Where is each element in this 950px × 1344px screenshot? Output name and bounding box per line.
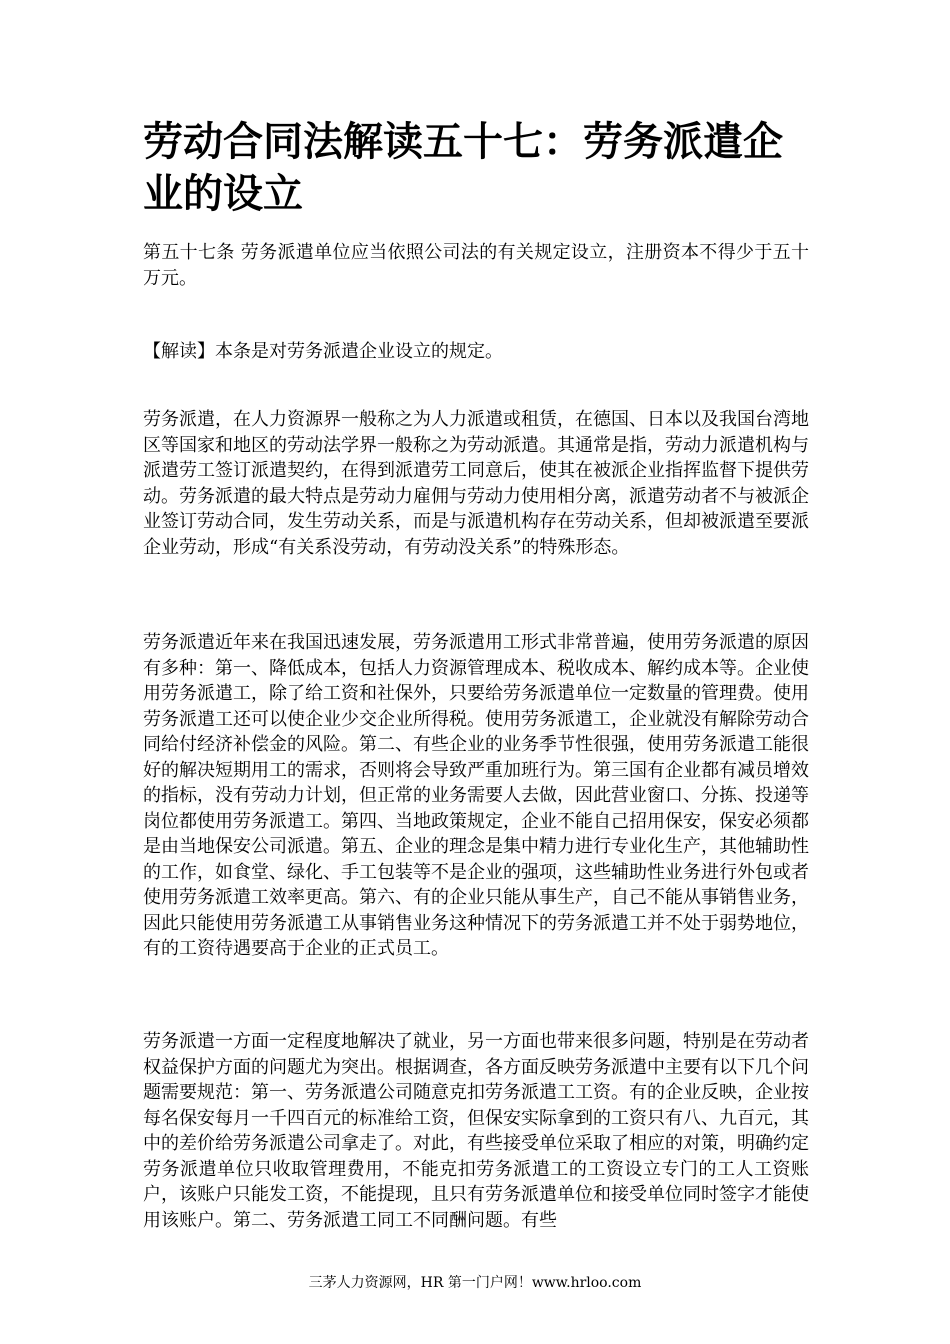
page-footer: 三茅人力资源网，HR 第一门户网！www.hrloo.com bbox=[308, 1275, 642, 1291]
body-paragraph: 劳务派遣一方面一定程度地解决了就业，另一方面也带来很多问题，特别是在劳动者权益保护方面的问题尤为突出。根据调查，各方面反映劳务派遣中主要有以下几个问题需要规范：第一、劳务派遣公司随意克扣劳务派遣工工资。有的企业反映，企业按每名保安每月一千四百元的标准给工资，但保安实际拿到的工资只有八、九百元，其中的差价给劳务派遣公司拿走了。对此，有些接受单位采取了相应的对策，明确约定劳务派遣单位只收取管理费用，不能克扣劳务派遣工的工资设立专门的工人工资账户，该账户只能发工资，不能提现，且只有劳务派遣单位和接受单位同时签字才能使用该账户。第二、劳务派遣工同工不同酬问题。有些 bbox=[143, 1031, 809, 1231]
body-paragraph: 劳务派遣，在人力资源界一般称之为人力派遣或租赁，在德国、日本以及我国台湾地区等国家和地区的劳动法学界一般称之为劳动派遣。其通常是指，劳动力派遣机构与派遣劳工签订派遣契约，在得到派遣劳工同意后，使其在被派企业指挥监督下提供劳动。劳务派遣的最大特点是劳动力雇佣与劳动力使用相分离，派遣劳动者不与被派企业签订劳动合同，发生劳动关系，而是与派遣机构存在劳动关系，但却被派遣至要派企业劳动，形成“有关系没劳动，有劳动没关系”的特殊形态。 bbox=[143, 409, 809, 558]
interpretation-intro-paragraph: 【解读】本条是对劳务派遣企业设立的规定。 bbox=[143, 341, 503, 362]
body-paragraph: 劳务派遣近年来在我国迅速发展，劳务派遣用工形式非常普遍，使用劳务派遣的原因有多种：第一、降低成本，包括人力资源管理成本、税收成本、解约成本等。企业使用劳务派遣工，除了给工资和社保外，只要给劳务派遣单位一定数量的管理费。使用劳务派遣工还可以使企业少交企业所得税。使用劳务派遣工，企业就没有解除劳动合同给付经济补偿金的风险。第二、有些企业的业务季节性很强，使用劳务派遣工能很好的解决短期用工的需求，否则将会导致严重加班行为。第三国有企业都有减员增效的指标，没有劳动力计划，但正常的业务需要人去做，因此营业窗口、分拣、投递等岗位都使用劳务派遣工。第四、当地政策规定，企业不能自己招用保安，保安必须都是由当地保安公司派遣。第五、企业的理念是集中精力进行专业化生产，其他辅助性的工作，如食堂、绿化、手工包装等不是企业的强项，这些辅助性业务进行外包或者使用劳务派遣工效率更高。第六、有的企业只能从事生产，自己不能从事销售业务，因此只能使用劳务派遣工从事销售业务这种情况下的劳务派遣工并不处于弱势地位，有的工资待遇要高于企业的正式员工。 bbox=[143, 632, 809, 959]
article-text-paragraph: 第五十七条 劳务派遣单位应当依照公司法的有关规定设立，注册资本不得少于五十万元。 bbox=[143, 242, 809, 289]
document-title: 劳动合同法解读五十七：劳务派遣企业的设立 bbox=[143, 118, 783, 217]
